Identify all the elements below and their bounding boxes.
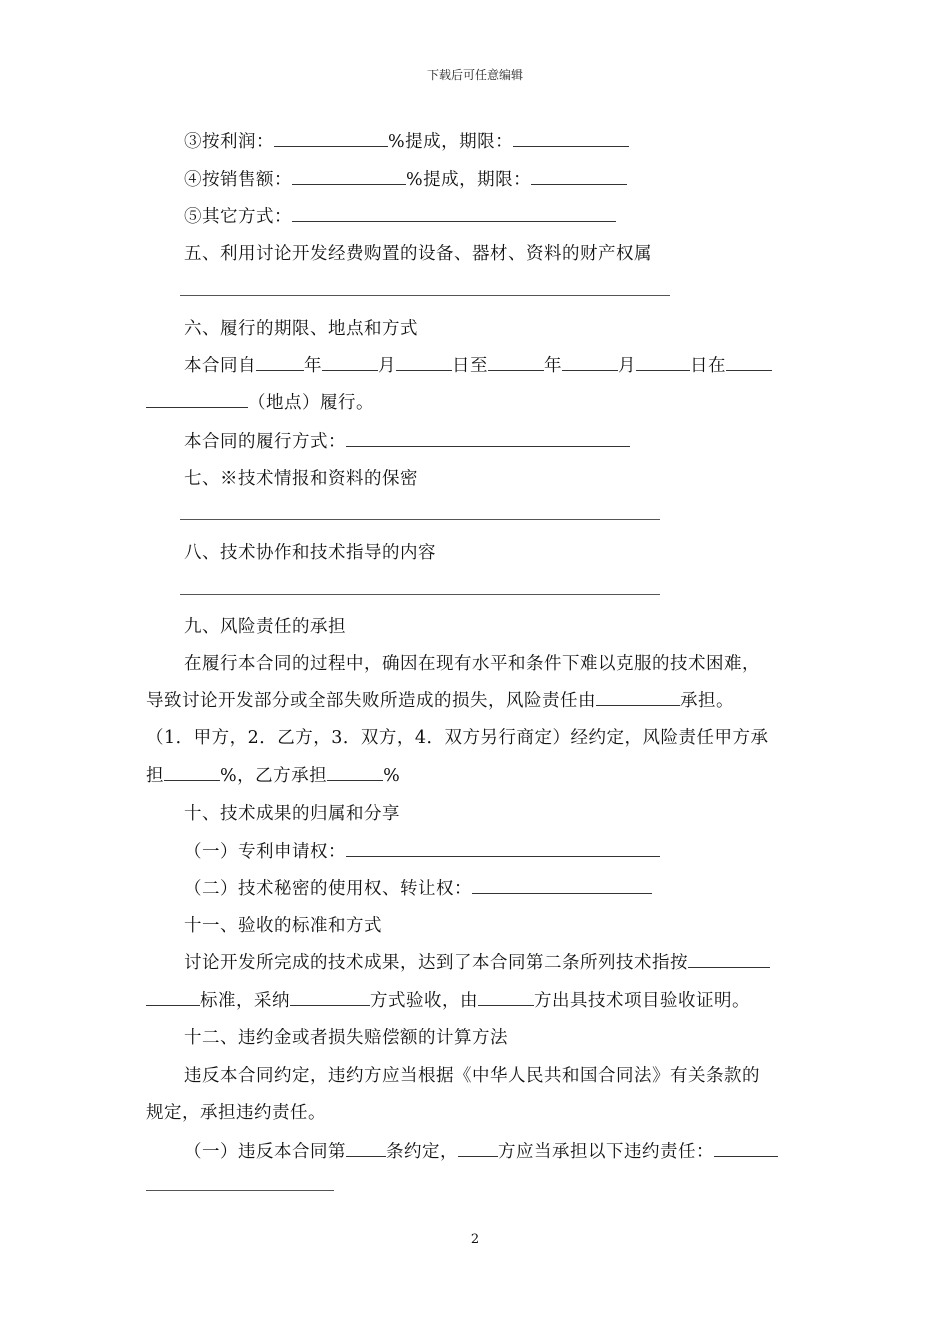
line-text: 日至 (452, 356, 488, 376)
blank-field[interactable] (478, 991, 534, 1006)
paragraph-line: （1．甲方，2．乙方，3．双方，4．双方另行商定）经约定，风险责任甲方承 (146, 728, 769, 748)
blank-field[interactable] (531, 170, 627, 185)
blank-field[interactable] (346, 432, 630, 447)
paragraph-line: 违反本合同约定，违约方应当根据《中华人民共和国合同法》有关条款的 (184, 1066, 760, 1086)
breach-clause (184, 1138, 778, 1163)
line-text: 方式验收，由 (370, 991, 478, 1011)
term-location (146, 389, 374, 414)
page-header: 下载后可任意编辑 (426, 68, 523, 82)
blank-field[interactable] (274, 132, 388, 147)
blank-field[interactable] (513, 132, 629, 147)
line-text: %提成，期限： (388, 132, 514, 152)
acceptance-line (184, 949, 770, 974)
line-text: 日在 (690, 356, 726, 376)
line-text: % (383, 766, 401, 786)
line-text: （一）专利申请权： (184, 842, 346, 862)
section-7-heading: 七、※技术情报和资料的保密 (184, 469, 418, 489)
blank-field[interactable] (396, 356, 452, 371)
blank-field[interactable] (346, 842, 660, 857)
line-text: 月 (378, 356, 396, 376)
blank-field[interactable] (458, 1142, 498, 1157)
performance-method (184, 428, 630, 453)
blank-field[interactable] (488, 356, 544, 371)
section-10-heading: 十、技术成果的归属和分享 (184, 804, 400, 824)
section-9-heading: 九、风险责任的承担 (184, 617, 346, 637)
section-11-heading: 十一、验收的标准和方式 (184, 916, 382, 936)
blank-field[interactable] (688, 953, 770, 968)
fill-line[interactable] (146, 1190, 334, 1191)
risk-split (146, 762, 400, 787)
clause-profit (184, 128, 629, 153)
line-text: ④按销售额： (184, 170, 292, 190)
line-text: 本合同的履行方式： (184, 432, 346, 452)
blank-field[interactable] (322, 356, 378, 371)
blank-field[interactable] (346, 1142, 386, 1157)
paragraph-line: 规定，承担违约责任。 (146, 1103, 326, 1123)
line-text: （地点）履行。 (248, 393, 374, 413)
blank-field[interactable] (714, 1142, 778, 1157)
line-text: 本合同自 (184, 356, 256, 376)
line-text: %提成，期限： (406, 170, 532, 190)
line-text: 讨论开发所完成的技术成果，达到了本合同第二条所列技术指按 (184, 953, 688, 973)
blank-field[interactable] (146, 991, 200, 1006)
patent-right (184, 838, 660, 863)
blank-field[interactable] (327, 766, 383, 781)
blank-field[interactable] (164, 766, 220, 781)
line-text: 年 (544, 356, 562, 376)
line-text: 担 (146, 766, 164, 786)
blank-field[interactable] (292, 170, 406, 185)
line-text: %，乙方承担 (220, 766, 328, 786)
line-text: 导致讨论开发部分或全部失败所造成的损失，风险责任由 (146, 691, 596, 711)
line-text: （二）技术秘密的使用权、转让权： (184, 879, 472, 899)
line-text: ③按利润： (184, 132, 274, 152)
clause-sales (184, 166, 627, 191)
section-8-heading: 八、技术协作和技术指导的内容 (184, 543, 436, 563)
blank-field[interactable] (472, 879, 652, 894)
blank-field[interactable] (256, 356, 304, 371)
blank-field[interactable] (726, 356, 772, 371)
fill-line[interactable] (180, 519, 660, 520)
secret-right (184, 875, 652, 900)
section-5-heading: 五、利用讨论开发经费购置的设备、器材、资料的财产权属 (184, 244, 652, 264)
blank-field[interactable] (596, 691, 680, 706)
line-text: 条约定， (386, 1142, 458, 1162)
section-6-heading: 六、履行的期限、地点和方式 (184, 319, 418, 339)
line-text: 月 (618, 356, 636, 376)
line-text: ⑤其它方式： (184, 207, 292, 227)
line-text: 方出具技术项目验收证明。 (534, 991, 750, 1011)
line-text: 承担。 (680, 691, 734, 711)
blank-field[interactable] (636, 356, 690, 371)
line-text: 方应当承担以下违约责任： (498, 1142, 714, 1162)
fill-line[interactable] (180, 594, 660, 595)
section-12-heading: 十二、违约金或者损失赔偿额的计算方法 (184, 1028, 508, 1048)
fill-line[interactable] (180, 295, 670, 296)
blank-field[interactable] (292, 207, 616, 222)
blank-field[interactable] (562, 356, 618, 371)
acceptance-method (146, 987, 750, 1012)
page-number: 2 (470, 1232, 480, 1247)
line-text: 年 (304, 356, 322, 376)
risk-responsibility (146, 687, 734, 712)
paragraph-line: 在履行本合同的过程中，确因在现有水平和条件下难以克服的技术困难， (184, 654, 760, 674)
line-text: 标准，采纳 (200, 991, 290, 1011)
clause-other (184, 203, 616, 228)
blank-field[interactable] (290, 991, 370, 1006)
blank-field[interactable] (146, 393, 248, 408)
term-dates (184, 352, 772, 377)
line-text: （一）违反本合同第 (184, 1142, 346, 1162)
